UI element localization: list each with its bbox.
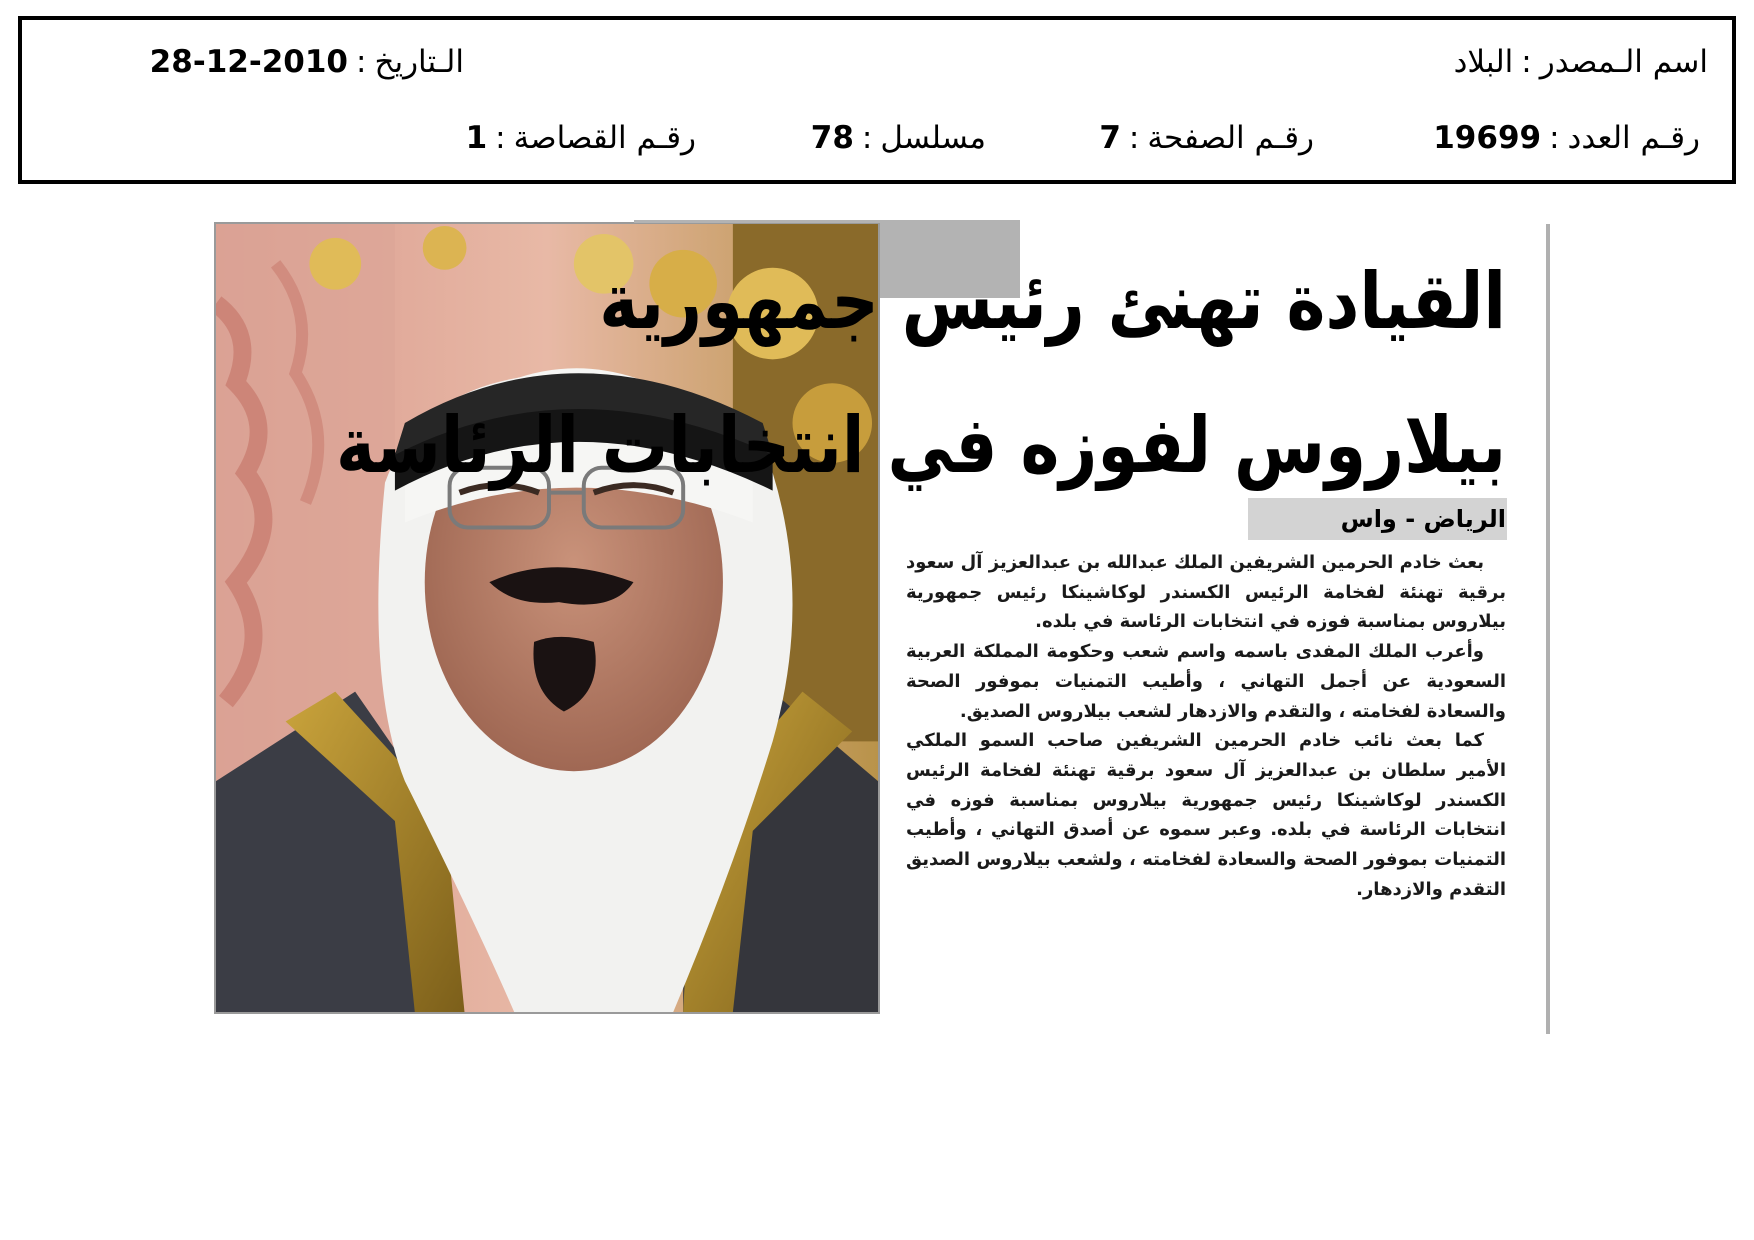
headline-line-2: بيلاروس لفوزه في انتخابات الرئاسة (336, 399, 1506, 491)
issue-value: 19699 (1433, 120, 1542, 156)
clip-field: رقـم القصاصة:1 (465, 120, 696, 156)
paragraph: كما بعث نائب خادم الحرمين الشريفين صاحب السمو الملكي الأمير سلطان بن عبدالعزيز آل سعود برقية تهنئة لفخامة الرئيس الكسندر لوكاشينكا رئيس جمهورية بيلاروس بمناسبة فوزه في انتخابات الرئاسة في بلده. وعبر سموه عن أصدق التهاني ، وأطيب التمنيات بموفور الصحة والسعادة لفخامته ، ولشعب بيلاروس الصديق التقدم والازدهار. (906, 730, 1506, 900)
source-field: اسم الـمصدر:البلاد (1453, 44, 1708, 80)
source-label: اسم الـمصدر (1539, 44, 1708, 80)
dateline: الرياض - واس (1340, 505, 1506, 533)
serial-field: مسلسل:78 (810, 120, 986, 156)
date-value: 2010-12-28 (149, 44, 348, 80)
headline (336, 230, 1506, 518)
date-label: الـتاريخ (374, 44, 464, 80)
column-rule (1546, 224, 1550, 1034)
paragraph: بعث خادم الحرمين الشريفين الملك عبدالله بن عبدالعزيز آل سعود برقية تهنئة لفخامة الرئيس الكسندر لوكاشينكا رئيس جمهورية بيلاروس بمناسبة فوزه في انتخابات الرئاسة في بلده. (906, 552, 1506, 633)
serial-value: 78 (810, 120, 854, 156)
source-value: البلاد (1453, 44, 1514, 80)
page-field: رقـم الصفحة:7 (1099, 120, 1314, 156)
article-body (906, 548, 1506, 904)
issue-field: رقـم العدد:19699 (1433, 120, 1700, 156)
serial-label: مسلسل (880, 120, 986, 156)
page-value: 7 (1099, 120, 1121, 156)
issue-label: رقـم العدد (1567, 120, 1700, 156)
paragraph: وأعرب الملك المفدى باسمه واسم شعب وحكومة المملكة العربية السعودية عن أجمل التهاني ، وأطيب التمنيات بموفور الصحة والسعادة لفخامته ، والتقدم والازدهار لشعب بيلاروس الصديق. (906, 641, 1506, 722)
page-label: رقـم الصفحة (1147, 120, 1314, 156)
clip-label: رقـم القصاصة (513, 120, 696, 156)
clip-value: 1 (465, 120, 488, 156)
date-field: الـتاريخ:2010-12-28 (149, 44, 464, 80)
newspaper-clipping (214, 220, 1554, 1030)
headline-line-1: القيادة تهنئ رئيس جمهورية (599, 255, 1506, 347)
